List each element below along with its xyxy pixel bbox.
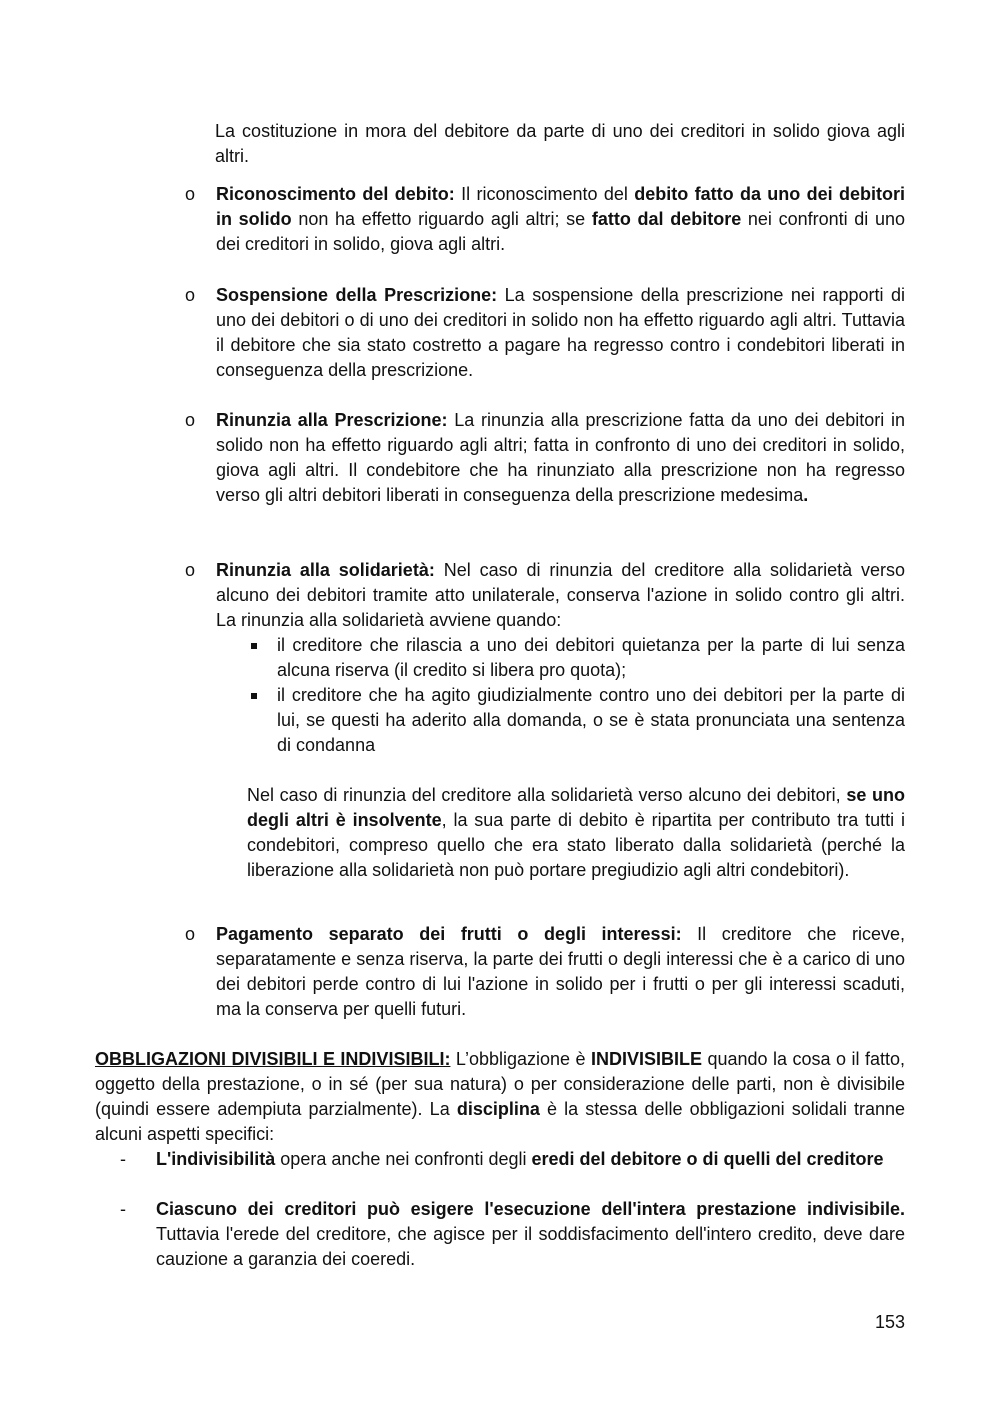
circle-bullet-marker: o — [185, 184, 196, 204]
bold-run: eredi del debitore o di quelli del creditore — [531, 1149, 884, 1169]
bold-run: . — [803, 485, 809, 505]
bullet-heading: Sospensione della Prescrizione: — [216, 285, 498, 305]
bullet-heading: Pagamento separato dei frutti o degli interessi: — [216, 924, 682, 944]
square-bullet-icon — [251, 643, 257, 649]
bold-run: L'indivisibilità — [156, 1149, 276, 1169]
text-run: non ha effetto riguardo agli altri; se — [291, 209, 592, 229]
text-run: Il riconoscimento del — [454, 184, 635, 204]
sub-list-item-text: il creditore che rilascia a uno dei debitori quietanza per la parte di lui senza alcuna riserva (il credito si libera pro quota); — [277, 635, 905, 680]
section-heading: OBBLIGAZIONI DIVISIBILI E INDIVISIBILI: — [95, 1049, 451, 1069]
bullet-text — [216, 922, 905, 1022]
circle-bullet-marker: o — [185, 560, 196, 580]
bullet-rinunzia-solidarieta — [185, 558, 905, 883]
circle-bullet-marker: o — [185, 924, 196, 944]
dash-list-item — [120, 1197, 905, 1272]
bullet-pagamento-separato — [185, 922, 905, 1022]
text-run: La rinunzia alla prescrizione fatta da uno dei debitori in solido non ha effetto riguardo agli altri; fatta in confronto di uno dei creditori in solido, giova agli altri. Il condebitore che ha rinunziato alla prescrizione non ha regresso verso gli altri debitori liberati in conseguenza della prescrizione medesima — [216, 410, 905, 505]
sub-list — [185, 633, 905, 758]
text-run: quando la cosa o il fatto, oggetto della prestazione, o in sé (per sua natura) o per considerazione delle parti, non è divisibile (quindi essere adempiuta parzialmente). La — [95, 1049, 906, 1119]
text-run: La sospensione della prescrizione nei rapporti di uno dei debitori o di uno dei creditori in solido non ha effetto riguardo agli altri. Tuttavia il debitore che sia stato costretto a pagare ha regresso contro i condebitori liberati in conseguenza della prescrizione. — [216, 285, 906, 380]
text-run: è la stessa delle obbligazioni solidali tranne alcuni aspetti specifici: — [95, 1099, 905, 1144]
bullet-text — [216, 558, 905, 633]
page-number: 153 — [874, 1312, 905, 1332]
sub-list-item-text: il creditore che ha agito giudizialmente contro uno dei debitori per la parte di lui, se questi ha aderito alla domanda, o se è stata pronunciata una sentenza di condanna — [277, 685, 905, 755]
bold-run: INDIVISIBILE — [591, 1049, 703, 1069]
circle-bullet-marker: o — [185, 410, 196, 430]
bold-run: disciplina — [456, 1099, 540, 1119]
bold-run: fatto dal debitore — [591, 209, 742, 229]
square-bullet-icon — [251, 693, 257, 699]
dash-marker: - — [120, 1199, 126, 1219]
dash-item-text — [156, 1147, 905, 1172]
bullet-sospensione-prescrizione — [185, 283, 905, 383]
text-run: Tuttavia l'erede del creditore, che agisce per il soddisfacimento dell'intero credito, deve dare cauzione a garanzia dei coeredi. — [156, 1224, 905, 1269]
text-run: nei confronti di uno dei creditori in solido, giova agli altri. — [216, 209, 905, 254]
bullet-riconoscimento-debito — [185, 182, 905, 257]
bold-run: debito fatto da uno dei debitori in solido — [216, 184, 906, 229]
bullet-heading: Rinunzia alla solidarietà: — [216, 560, 435, 580]
text-run: Nel caso di rinunzia del creditore alla solidarietà verso alcuno dei debitori, — [247, 785, 847, 805]
text-run: Il creditore che riceve, separatamente e senza riserva, la parte dei frutti o degli interessi che è a carico di uno dei debitori perde contro di lui l'azione in solido per i frutti o per gli interessi scaduti, ma la conserva per quelli futuri. — [216, 924, 905, 1019]
text-run: L’obbligazione è — [450, 1049, 591, 1069]
circle-bullet-marker: o — [185, 285, 196, 305]
dash-item-text — [156, 1197, 905, 1272]
bold-run: Ciascuno dei creditori può esigere l'esecuzione dell'intera prestazione indivisibile. — [156, 1199, 905, 1219]
sub-list-item — [247, 633, 905, 683]
text-run: , la sua parte di debito è ripartita per contributo tra tutti i condebitori, compreso quello che era stato liberato dalla solidarietà (perché la liberazione alla solidarietà non può portare pregiudizio agli altri condebitori). — [247, 810, 905, 880]
dash-list-item — [120, 1147, 905, 1172]
intro-paragraph: La costituzione in mora del debitore da parte di uno dei creditori in solido giova agli altri. — [215, 121, 905, 166]
text-run: Nel caso di rinunzia del creditore alla solidarietà verso alcuno dei debitori tramite atto unilaterale, conserva l'azione in solido contro gli altri. La rinunzia alla solidarietà avviene quando: — [216, 560, 905, 630]
bullet-text — [216, 408, 905, 508]
bullet-note-paragraph — [247, 783, 905, 883]
bold-run: se uno degli altri è insolvente — [247, 785, 905, 830]
bullet-text — [216, 182, 905, 257]
bullet-heading: Rinunzia alla Prescrizione: — [216, 410, 448, 430]
section-paragraph — [95, 1047, 905, 1147]
bullet-heading: Riconoscimento del debito: — [216, 184, 455, 204]
bullet-text — [216, 283, 905, 383]
bullet-rinunzia-prescrizione — [185, 408, 905, 508]
section-obbligazioni-indivisibili — [95, 1047, 905, 1272]
text-run: opera anche nei confronti degli — [275, 1149, 532, 1169]
sub-list-item — [247, 683, 905, 758]
dash-marker: - — [120, 1149, 126, 1169]
